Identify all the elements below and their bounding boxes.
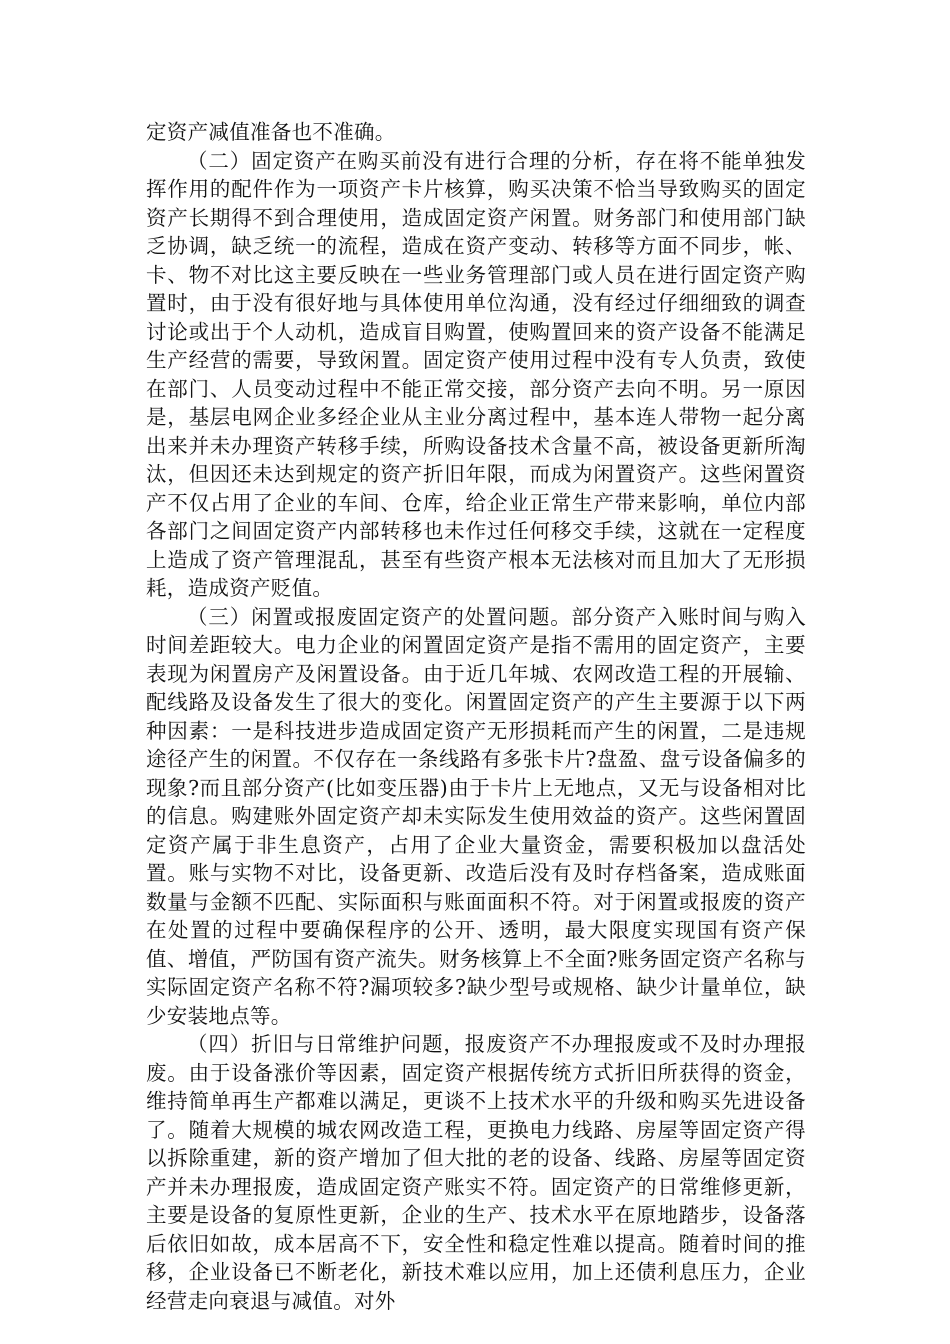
paragraph-section-2: （二）固定资产在购买前没有进行合理的分析，存在将不能单独发挥作用的配件作为一项资产卡片核算，购买决策不恰当导致购买的固定资产长期得不到合理使用，造成固定资产闲置。财务部门和使用部门缺乏协调，缺乏统一的流程，造成在资产变动、转移等方面不同步，帐、卡、物不对比这主要反映在一些业务管理部门或人员在进行固定资产购置时，由于没有很好地与具体使用单位沟通，没有经过仔细细致的调查讨论或出于个人动机，造成盲目购置，使购置回来的资产设备不能满足生产经营的需要，导致闲置。固定资产使用过程中没有专人负责，致使在部门、人员变动过程中不能正常交接，部分资产去向不明。另一原因是，基层电网企业多经企业从主业分离过程中，基本连人带物一起分离出来并未办理资产转移手续，所购设备技术含量不高，被设备更新所淘汰，但因还未达到规定的资产折旧年限，而成为闲置资产。这些闲置资产不仅占用了企业的车间、仓库，给企业正常生产带来影响，单位内部各部门之间固定资产内部转移也未作过任何移交手续，这就在一定程度上造成了资产管理混乱，甚至有些资产根本无法核对而且加大了无形损耗，造成资产贬值。 xyxy=(146,148,806,600)
document-body xyxy=(146,118,806,1315)
paragraph-continuation: 定资产减值准备也不准确。 xyxy=(146,120,396,144)
paragraph-section-4: （四）折旧与日常维护问题，报废资产不办理报废或不及时办理报废。由于设备涨价等因素，固定资产根据传统方式折旧所获得的资金，维持简单再生产都难以满足，更谈不上技术水平的升级和购买先进设备了。随着大规模的城农网改造工程，更换电力线路、房屋等固定资产得以拆除重建，新的资产增加了但大批的老的设备、线路、房屋等固定资产并未办理报废，造成固定资产账实不符。固定资产的日常维修更新，主要是设备的复原性更新，企业的生产、技术水平在原地踏步，设备落后依旧如故，成本居高不下，安全性和稳定性难以提高。随着时间的推移，企业设备已不断老化，新技术难以应用，加上还债利息压力，企业经营走向衰退与减值。对外 xyxy=(146,1032,806,1313)
paragraph-section-3: （三）闲置或报废固定资产的处置问题。部分资产入账时间与购入时间差距较大。电力企业的闲置固定资产是指不需用的固定资产，主要表现为闲置房产及闲置设备。由于近几年城、农网改造工程的开展输、配线路及设备发生了很大的变化。闲置固定资产的产生主要源于以下两种因素：一是科技进步造成固定资产无形损耗而产生的闲置，二是违规途径产生的闲置。不仅存在一条线路有多张卡片?盘盈、盘亏设备偏多的现象?而且部分资产(比如变压器)由于卡片上无地点，又无与设备相对比的信息。购建账外固定资产却未实际发生使用效益的资产。这些闲置固定资产属于非生息资产，占用了企业大量资金，需要积极加以盘活处置。账与实物不对比，设备更新、改造后没有及时存档备案，造成账面数量与金额不匹配、实际面积与账面面积不符。对于闲置或报废的资产在处置的过程中要确保程序的公开、透明，最大限度实现国有资产保值、增值，严防国有资产流失。财务核算上不全面?账务固定资产名称与实际固定资产名称不符?漏项较多?缺少型号或规格、缺少计量单位，缺少安装地点等。 xyxy=(146,604,806,1028)
